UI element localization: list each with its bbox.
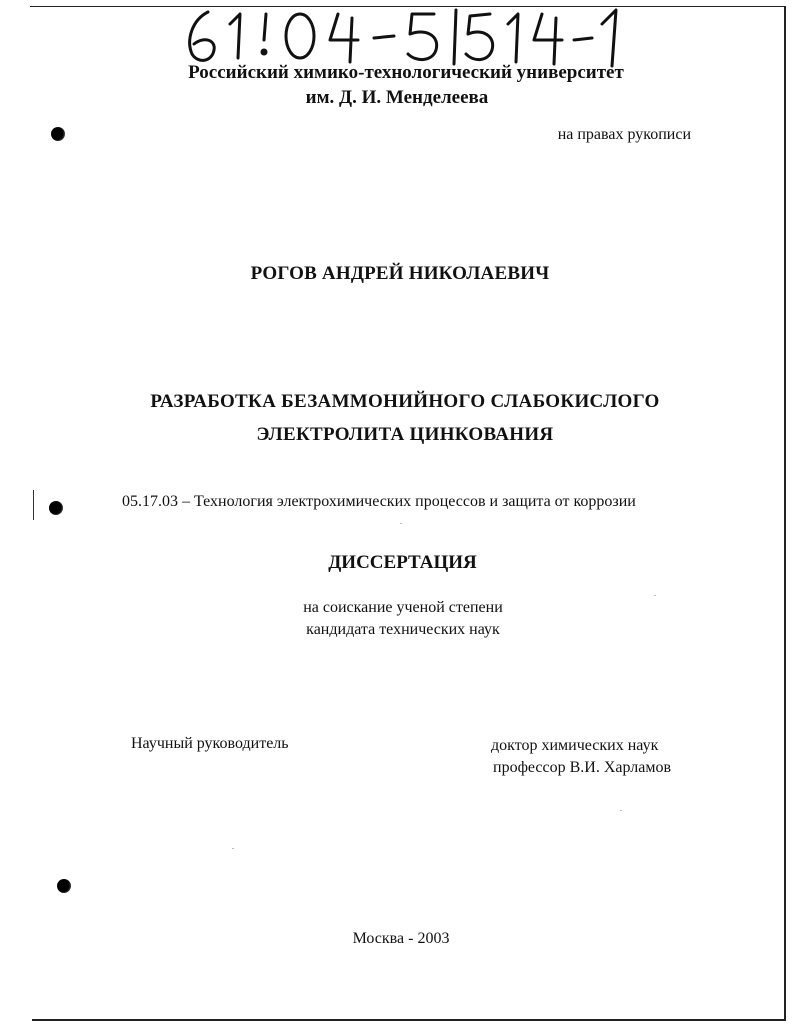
scan-border-right <box>784 6 786 1021</box>
scan-speck <box>400 523 402 524</box>
supervisor-title: доктор химических наук <box>491 737 659 754</box>
punch-hole-top <box>51 127 65 141</box>
supervisor-info <box>491 735 671 779</box>
scan-speck <box>620 810 622 811</box>
supervisor-name: профессор В.И. Харламов <box>493 759 672 776</box>
dissertation-title <box>0 385 794 451</box>
manuscript-rights-note: на правах рукописи <box>557 126 691 143</box>
title-line-1: РАЗРАБОТКА БЕЗАММОНИЙНОГО СЛАБОКИСЛОГО <box>150 391 660 412</box>
scan-speck <box>232 848 234 849</box>
document-type: ДИССЕРТАЦИЯ <box>328 552 477 573</box>
degree-line-1: на соискание ученой степени <box>303 599 503 616</box>
scan-speck <box>654 595 656 596</box>
degree-block <box>0 597 794 641</box>
scan-border-bottom <box>32 1019 786 1021</box>
scan-edge-mark <box>33 490 34 520</box>
city-year: Москва - 2003 <box>352 930 450 947</box>
degree-line-2: кандидата технических наук <box>306 621 500 638</box>
title-line-2: ЭЛЕКТРОЛИТА ЦИНКОВАНИЯ <box>256 424 554 445</box>
punch-hole-middle <box>49 501 63 515</box>
handwritten-code-strokes <box>178 6 638 68</box>
specialty-code: 05.17.03 – Технология электрохимических процессов и защита от коррозии <box>122 493 636 510</box>
author-name: РОГОВ АНДРЕЙ НИКОЛАЕВИЧ <box>250 263 550 284</box>
university-block <box>0 60 794 110</box>
punch-hole-bottom <box>57 879 71 893</box>
university-name: Российский химико-технологический университет <box>188 62 624 83</box>
handwritten-archive-code <box>178 6 638 68</box>
supervisor-label: Научный руководитель <box>131 735 289 752</box>
university-named-after: им. Д. И. Менделеева <box>305 87 489 108</box>
